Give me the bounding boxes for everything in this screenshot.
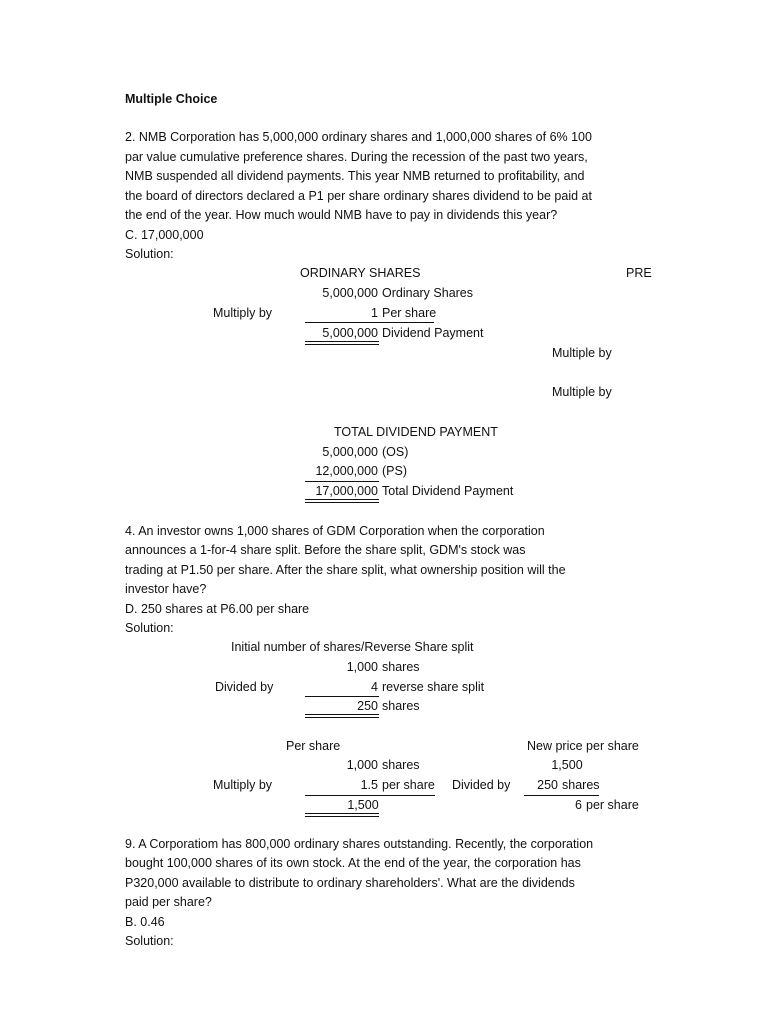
q9-answer: B. 0.46 [125,915,165,929]
calc-underline [305,795,435,796]
split-ratio-label: reverse share split [382,680,485,694]
q9-text-line: paid per share? [125,895,212,909]
dividend-payment-label: Dividend Payment [382,326,484,340]
new-price-result-label: per share [586,798,639,812]
per-share-number: 1 [371,306,378,320]
q9-text-line: 9. A Corporatiom has 800,000 ordinary shares outstanding. Recently, the corporation [125,837,594,851]
per-share-label: Per share [382,306,437,320]
new-shares-number: 250 [537,778,558,792]
q4-text-line: 4. An investor owns 1,000 shares of GDM Corporation when the corporation [125,524,545,538]
q9-text-line: bought 100,000 shares of its own stock. At the end of the year, the corporation has [125,856,581,870]
q2-answer: C. 17,000,000 [125,228,204,242]
multiple-by-label: Multiple by [552,385,612,399]
multiple-by-label: Multiple by [552,346,612,360]
calc-double-underline [305,813,379,817]
os-total-tag: (OS) [382,445,409,459]
ordinary-shares-header: ORDINARY SHARES [300,266,421,280]
initial-shares-number: 1,000 [346,660,378,674]
divided-by-label: Divided by [452,778,511,792]
os-shares-number: 5,000,000 [322,286,378,300]
total-dividend-header: TOTAL DIVIDEND PAYMENT [334,425,498,439]
new-price-header: New price per share [527,739,639,753]
divided-by-label: Divided by [215,680,274,694]
multiply-by-label: Multiply by [213,306,273,320]
old-price-number: 1.5 [360,778,378,792]
calc-double-underline [305,341,379,345]
q9-text-line: P320,000 available to distribute to ordinary shareholders'. What are the dividends [125,876,575,890]
preference-shares-header: PRE [626,266,652,280]
q2-solution-label: Solution: [125,247,174,261]
new-price-value: 1,500 [551,758,583,772]
split-result-label: shares [382,699,420,713]
section-heading: Multiple Choice [125,92,218,106]
split-result-number: 250 [357,699,378,713]
q2-text-line: par value cumulative preference shares. During the recession of the past two years, [125,150,588,164]
q4-text-line: investor have? [125,582,207,596]
q4-text-line: trading at P1.50 per share. After the share split, what ownership position will the [125,563,566,577]
value-shares-number: 1,000 [346,758,378,772]
q2-text-line: the board of directors declared a P1 per share ordinary shares dividend to be paid at [125,189,592,203]
calc-underline [524,795,599,796]
q4-text-line: announces a 1-for-4 share split. Before the share split, GDM's stock was [125,543,526,557]
split-ratio-number: 4 [371,680,378,694]
grand-total-number: 17,000,000 [315,484,378,498]
q2-text-line: NMB suspended all dividend payments. This year NMB returned to profitability, and [125,169,585,183]
per-share-header: Per share [286,739,341,753]
initial-shares-label: shares [382,660,420,674]
new-shares-label: shares [562,778,600,792]
q2-text-line: the end of the year. How much would NMB have to pay in dividends this year? [125,208,558,222]
q4-answer: D. 250 shares at P6.00 per share [125,602,310,616]
q2-text-line: 2. NMB Corporation has 5,000,000 ordinary shares and 1,000,000 shares of 6% 100 [125,130,592,144]
new-price-result-number: 6 [575,798,582,812]
q4-solution-label: Solution: [125,621,174,635]
ps-total-tag: (PS) [382,464,407,478]
multiply-by-label: Multiply by [213,778,273,792]
os-shares-label: Ordinary Shares [382,286,474,300]
calc-underline [305,696,379,697]
old-price-label: per share [382,778,435,792]
os-total-number: 5,000,000 [322,445,378,459]
calc-double-underline [305,714,379,718]
share-split-header: Initial number of shares/Reverse Share split [231,640,474,654]
value-shares-label: shares [382,758,420,772]
calc-underline [305,481,379,482]
ps-total-number: 12,000,000 [315,464,378,478]
calc-double-underline [305,499,379,503]
q9-solution-label: Solution: [125,934,174,948]
calc-underline [305,322,434,323]
value-result-number: 1,500 [347,798,379,812]
dividend-payment-number: 5,000,000 [322,326,378,340]
grand-total-label: Total Dividend Payment [382,484,514,498]
